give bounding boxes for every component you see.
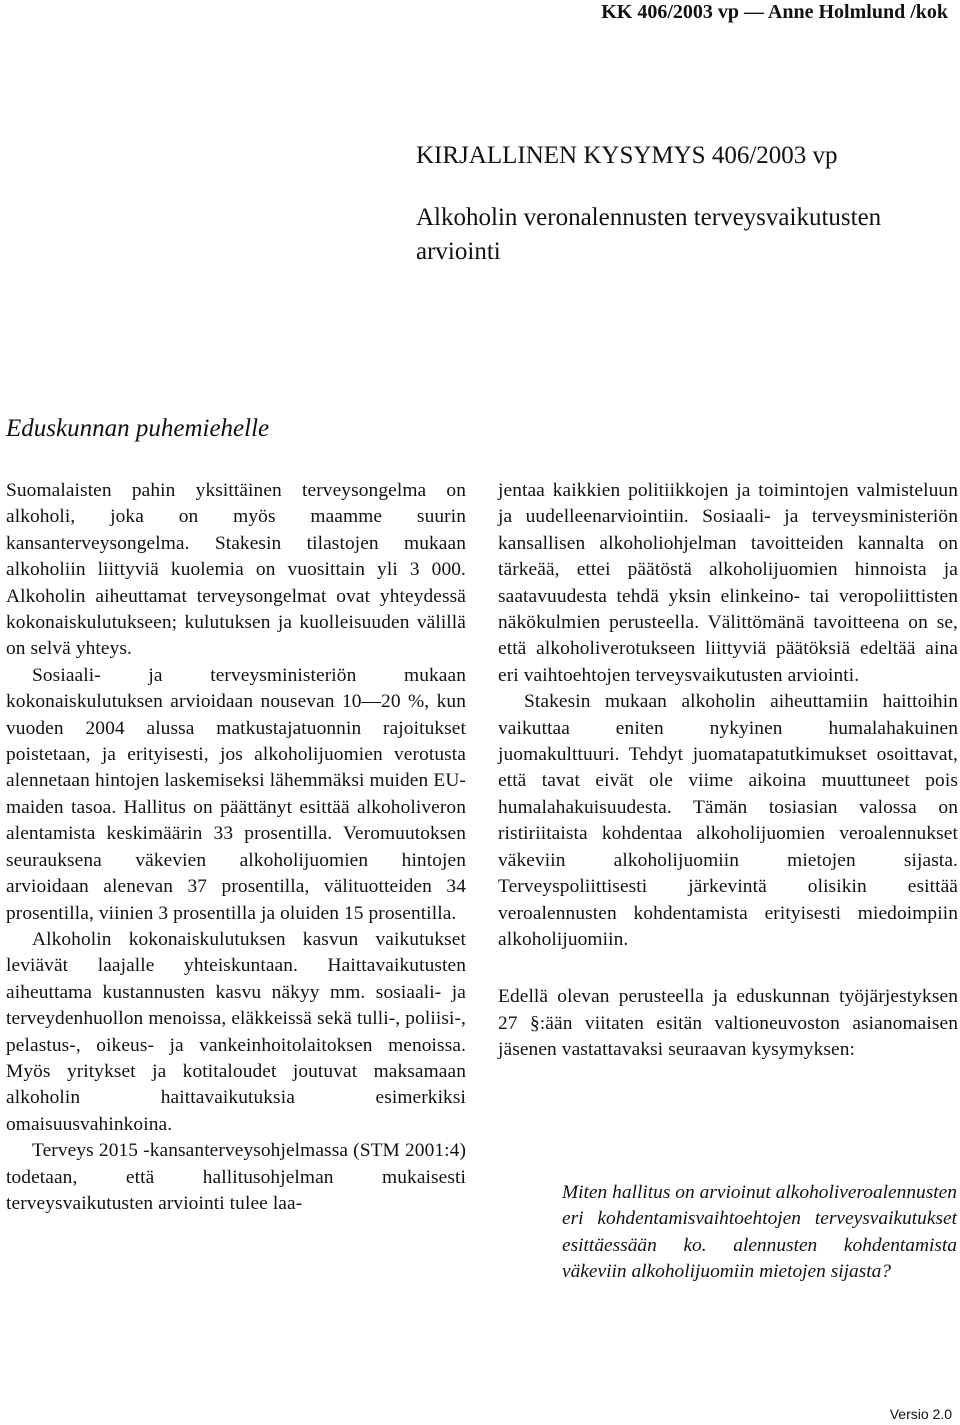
left-paragraph-1: Suomalaisten pahin yksittäinen terveysongelma on alkoholi, joka on myös maamme suurin kansanterveysongelma. Stakesin tilastojen mukaan alkoholiin liittyviä kuolemia on vuosittain yli 3 000. Alkoholin aiheuttamat terveysongelmat ovat yhteydessä kokonaiskulutukseen; kulutuksen ja kuolleisuuden välillä on selvä yhteys. [6, 480, 466, 660]
document-kind-heading: KIRJALLINEN KYSYMYS 406/2003 vp [416, 142, 838, 169]
left-paragraph-4: Terveys 2015 -kansanterveysohjelmassa (STM 2001:4) todetaan, että hallitusohjelman mukaisesti terveysvaikutusten arviointi tulee laa- [6, 1140, 466, 1214]
addressee-heading: Eduskunnan puhemiehelle [6, 415, 270, 442]
left-text-column [6, 478, 466, 1217]
left-paragraph-3: Alkoholin kokonaiskulutuksen kasvun vaikutukset leviävät laajalle yhteiskuntaan. Haittavaikutusten aiheuttama kustannusten kasvu näkyy mm. sosiaali- ja terveydenhuollon menoissa, eläkkeissä sekä tulli-, poliisi-, pelastus-, oikeus- ja vankeinhoitolaitoksen menoissa. Myös yritykset ja kotitaloudet joutuvat maksamaan alkoholin haittavaikutuksia esimerkiksi omaisuusvahinkoina. [6, 928, 466, 1135]
right-text-column [498, 478, 958, 1064]
document-reference: KK 406/2003 vp — Anne Holmlund /kok [601, 1, 948, 23]
left-paragraph-2: Sosiaali- ja terveysministeriön mukaan kokonaiskulutuksen arvioidaan nousevan 10—20 %, kun vuoden 2004 alussa matkustajatuonnin rajoitukset poistetaan, ja erityisesti, jos alkoholijuomien verotusta alennetaan hintojen laskemiseksi lähemmäksi muiden EU-maiden tasoa. Hallitus on päättänyt esittää alkoholiveron alentamista keskimäärin 33 prosentilla. Veromuutoksen seurauksena väkevien alkoholijuomien hintojen arvioidaan alenevan 37 prosentilla, välituotteiden 34 prosentilla, viinien 3 prosentilla ja oluiden 15 prosentilla. [6, 664, 466, 924]
right-paragraph-2: Stakesin mukaan alkoholin aiheuttamiin haittoihin vaikuttaa eniten nykyinen humalahakuinen juomakulttuuri. Tehdyt juomatapatutkimukset osoittavat, että tavat eivät ole viime aikoina muuttuneet pois humalahakuisuudesta. Tämän tosiasian valossa on ristiriitaista kohdentaa alkoholijuomien veroalennukset väkeviin alkoholijuomiin mietojen sijasta. Terveyspoliittisesti järkevintä olisikin esittää veroalennusten kohdentamista erityisesti miedoimpiin alkoholijuomiin. [498, 691, 958, 950]
document-title: Alkoholin veronalennusten terveysvaikutusten arviointi [416, 204, 882, 265]
right-paragraph-1: jentaa kaikkien politiikkojen ja toimintojen valmisteluun ja uudelleenarviointiin. Sosiaali- ja terveysministeriön kansallisen alkoholiohjelman tavoitteiden kannalta on tärkeää, ettei päätöstä alkoholijuomien hinnoista ja saatavuudesta tehdä yksin elinkeino- tai veropoliittisten näkökulmien perusteella. Välittömänä tavoitteena on se, että alkoholiverotukseen liittyviä päätöksiä edeltää aina eri vaihtoehtojen terveysvaikutusten arviointi. [498, 480, 958, 686]
version-label: Versio 2.0 [889, 1406, 952, 1422]
right-paragraph-3: Edellä olevan perusteella ja eduskunnan työjärjestyksen 27 §:ään viitaten esitän valtioneuvoston asianomaisen jäsenen vastattavaksi seuraavan kysymyksen: [498, 986, 958, 1061]
question-text: Miten hallitus on arvioinut alkoholiveroalennusten eri kohdentamisvaihtoehtojen terveysvaikutukset esittäessään ko. alennusten kohdentamista väkeviin alkoholijuomiin mietojen sijasta? [562, 1182, 957, 1283]
